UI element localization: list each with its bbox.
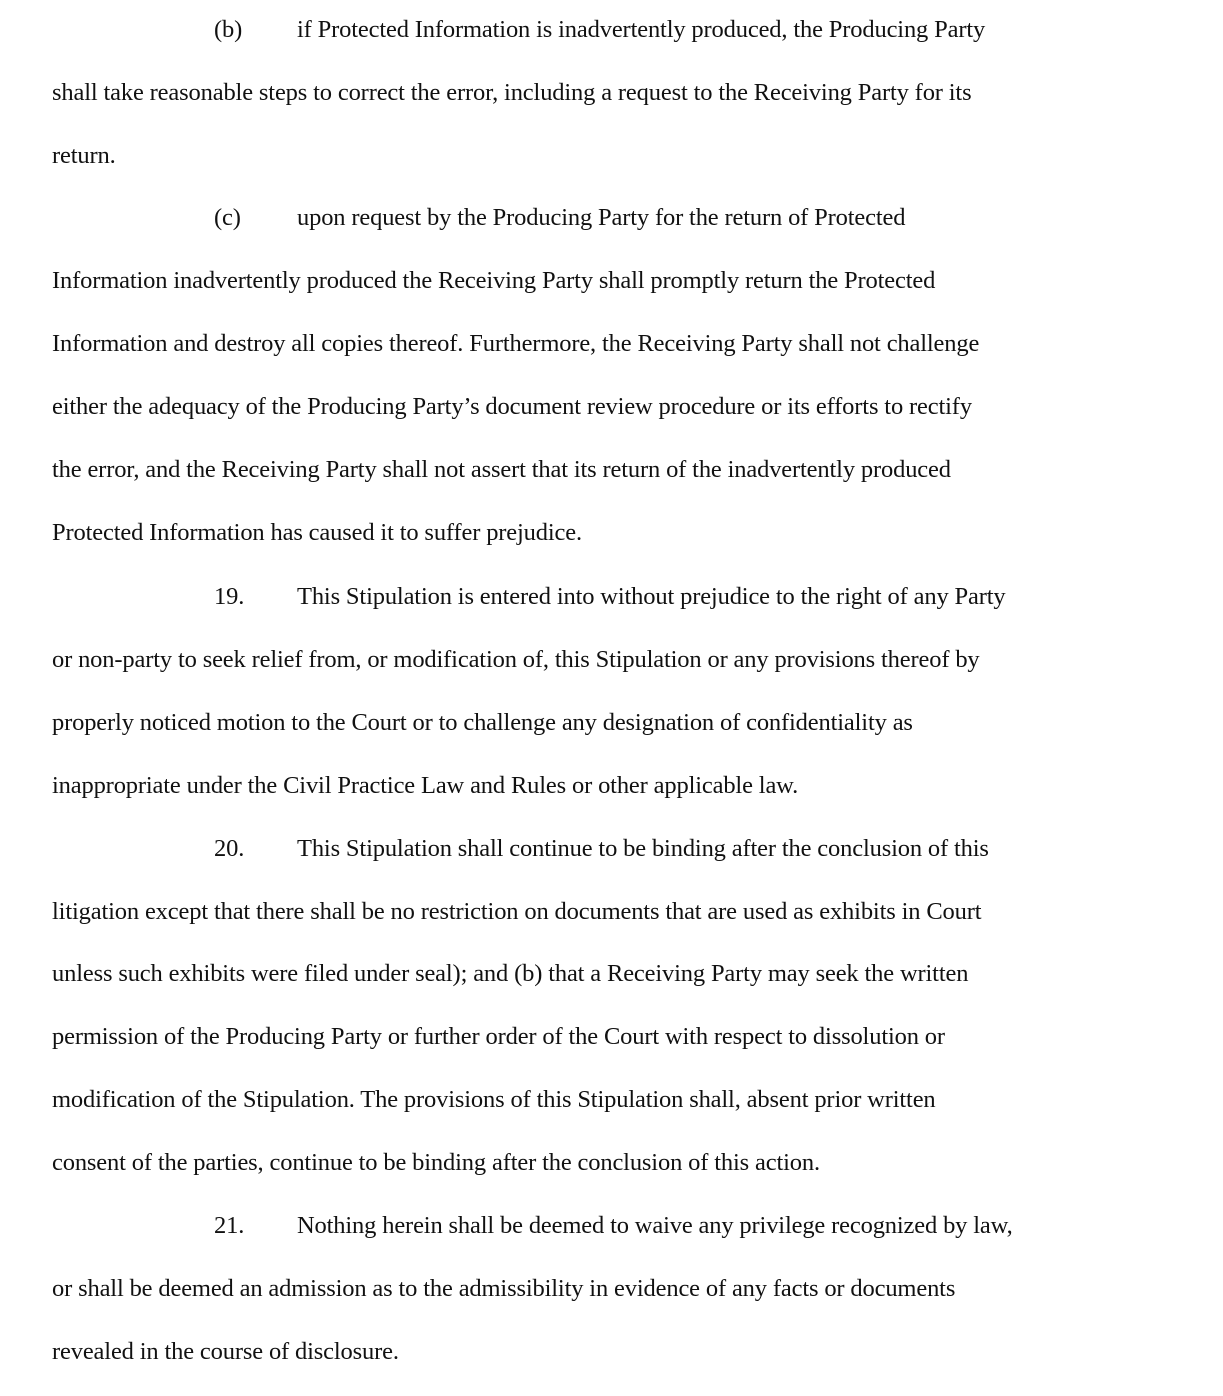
paragraph-text: This Stipulation shall continue to be binding after the conclusion of this: [297, 835, 989, 862]
paragraph-c-line-3: Information and destroy all copies thereof. Furthermore, the Receiving Party shall not challenge: [52, 330, 980, 357]
paragraph-21-line-3: revealed in the course of disclosure.: [52, 1338, 399, 1365]
paragraph-text: upon request by the Producing Party for the return of Protected: [297, 204, 906, 231]
paragraph-marker: (c): [214, 204, 241, 231]
paragraph-19-line-1: [214, 577, 1006, 617]
paragraph-19-line-3: properly noticed motion to the Court or to challenge any designation of confidentiality as: [52, 709, 913, 736]
paragraph-19-line-2: or non-party to seek relief from, or modification of, this Stipulation or any provisions thereof by: [52, 646, 980, 673]
paragraph-20-line-3: unless such exhibits were filed under seal); and (b) that a Receiving Party may seek the written: [52, 960, 969, 987]
paragraph-c-line-4: either the adequacy of the Producing Party’s document review procedure or its efforts to rectify: [52, 393, 972, 420]
paragraph-b-line-1: [214, 10, 985, 50]
paragraph-marker: (b): [214, 16, 243, 43]
paragraph-c-line-5: the error, and the Receiving Party shall not assert that its return of the inadvertently produced: [52, 456, 951, 483]
paragraph-21-line-1: [214, 1206, 1013, 1246]
paragraph-text: This Stipulation is entered into without prejudice to the right of any Party: [297, 583, 1006, 610]
paragraph-20-line-1: [214, 829, 989, 869]
paragraph-c-line-2: Information inadvertently produced the Receiving Party shall promptly return the Protected: [52, 267, 936, 294]
paragraph-number: 21.: [214, 1212, 245, 1239]
paragraph-text: if Protected Information is inadvertently produced, the Producing Party: [297, 16, 986, 43]
paragraph-b-line-3: return.: [52, 142, 116, 169]
paragraph-20-line-4: permission of the Producing Party or further order of the Court with respect to dissolution or: [52, 1023, 945, 1050]
paragraph-number: 20.: [214, 835, 245, 862]
paragraph-21-line-2: or shall be deemed an admission as to the admissibility in evidence of any facts or documents: [52, 1275, 956, 1302]
paragraph-b-line-2: shall take reasonable steps to correct the error, including a request to the Receiving Party for its: [52, 79, 972, 106]
paragraph-number: 19.: [214, 583, 245, 610]
paragraph-20-line-6: consent of the parties, continue to be binding after the conclusion of this action.: [52, 1149, 820, 1176]
paragraph-c-line-1: [214, 198, 905, 238]
paragraph-c-line-6: Protected Information has caused it to suffer prejudice.: [52, 519, 582, 546]
paragraph-text: Nothing herein shall be deemed to waive any privilege recognized by law,: [297, 1212, 1013, 1239]
paragraph-20-line-5: modification of the Stipulation. The provisions of this Stipulation shall, absent prior written: [52, 1086, 936, 1113]
paragraph-19-line-4: inappropriate under the Civil Practice Law and Rules or other applicable law.: [52, 772, 799, 799]
paragraph-20-line-2: litigation except that there shall be no restriction on documents that are used as exhibits in Court: [52, 898, 982, 925]
